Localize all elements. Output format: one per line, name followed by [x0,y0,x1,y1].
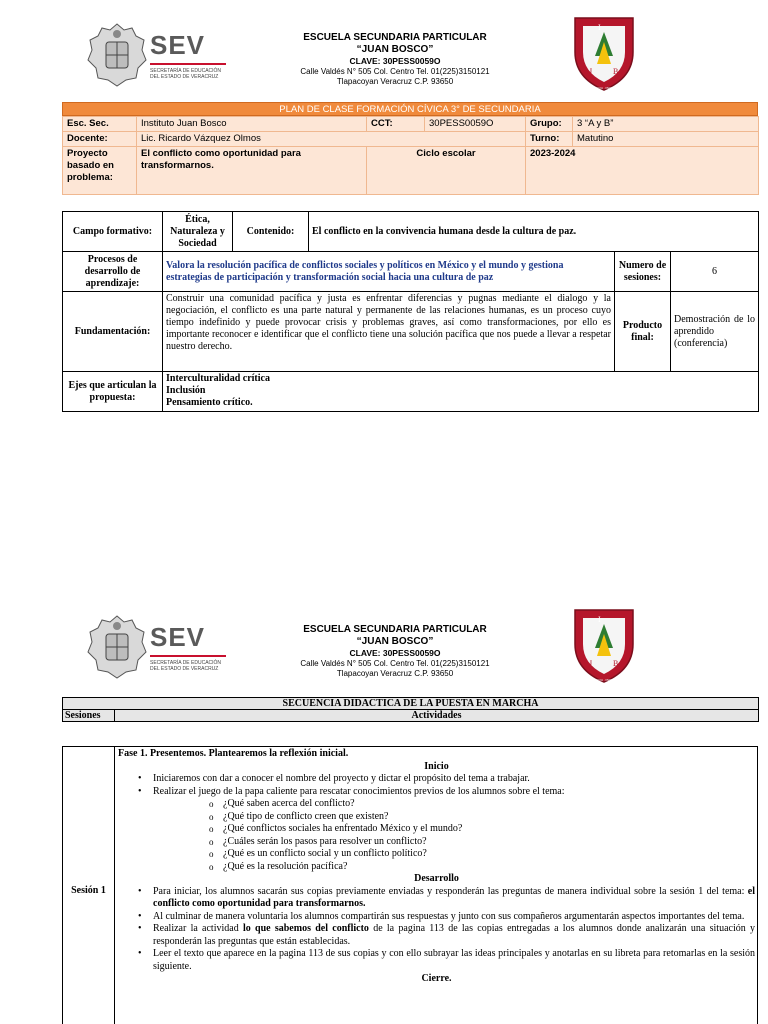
procesos-row [63,252,759,292]
desarrollo-item [118,886,755,911]
school-info [270,32,520,87]
seal-motto: PIEDAD · CIENCIA · PERSEVERANCIA [576,678,632,682]
eje-item: Interculturalidad crítica [166,373,270,384]
seal-letter-i: I [598,23,601,32]
plan-row-proyecto [63,147,759,195]
desarrollo-bold: el conflicto como oportunidad para transformarnos. [153,885,755,909]
veracruz-coat-of-arms-icon [86,614,148,680]
pregunta-item: o ¿Qué saben acerca del conflicto? [153,798,755,811]
inicio-item [118,786,755,874]
col-sesiones: Sesiones [63,710,115,722]
grupo-label: Grupo: [526,117,573,132]
contenido-value: El conflicto en la convivencia humana desde la cultura de paz. [309,212,759,252]
school-address-1: Calle Valdés N° 505 Col. Centro Tel. 01(225)3150121 [300,67,490,76]
procesos-value: Valora la resolución pacífica de conflictos sociales y políticos en México y el mundo y gestiona estrategias de participación y transformación social hacia una cultura de paz [163,252,615,292]
producto-value: Demostración de lo aprendido (conferencia) [671,292,759,372]
fase-title: Fase 1. Presentemos. Plantearemos la reflexión inicial. [118,748,349,759]
ciclo-label: Ciclo escolar [367,147,526,195]
producto-label: Producto final: [615,292,671,372]
school-name: ESCUELA SECUNDARIA PARTICULAR [303,624,487,635]
school-address-1: Calle Valdés N° 505 Col. Centro Tel. 01(225)3150121 [300,659,490,668]
inicio-item: • Iniciaremos con dar a conocer el nombre del proyecto y dictar el propósito del tema a trabajar. [118,773,755,786]
sesion-activities [118,748,755,986]
proyecto-value: El conflicto como oportunidad para transformarnos. [137,147,367,195]
school-name-quoted: “JUAN BOSCO” [356,44,434,55]
seal-motto: PIEDAD · CIENCIA · PERSEVERANCIA [576,86,632,90]
procesos-label: Procesos de desarrollo de aprendizaje: [63,252,163,292]
ejes-label: Ejes que articulan la propuesta: [63,372,163,412]
desarrollo-text: de la pagina 113 de las copias entregadas a los alumnos donde analizarán una situación y responderán las preguntas que están establecidas. [153,923,756,947]
sev-logo-text: SEV [150,622,206,652]
cierre-heading: Cierre. [421,973,452,984]
plan-table [62,116,759,195]
school-name-quoted: “JUAN BOSCO” [356,636,434,647]
seal-letter-i: I [598,615,601,624]
pregunta-item: o ¿Qué conflictos sociales ha enfrentado México y el mundo? [153,823,755,836]
eje-item: Inclusión [166,385,206,396]
cct-label: CCT: [367,117,425,132]
inicio-item-text: Realizar el juego de la papa caliente para rescatar conocimientos previos de los alumnos sobre el tema: [153,785,565,797]
secuencia-title-row [63,698,759,710]
sesiones-value: 6 [671,252,759,292]
pregunta-item: o ¿Qué es un conflicto social y un conflicto político? [153,848,755,861]
juan-bosco-shield-icon [567,12,641,92]
secuencia-title: SECUENCIA DIDACTICA DE LA PUESTA EN MARCHA [63,698,759,710]
desarrollo-item: • Leer el texto que aparece en la pagina 113 de sus copias y con ello subrayar las ideas principales y anotarlas en su libreta para retomarlas en la sesión siguiente. [118,948,755,973]
seal-letter-j: J [589,659,593,668]
desarrollo-item: • Al culminar de manera voluntaria los alumnos compartirán sus respuestas y junto con sus compañeros argumentarán aspectos importantes del tema. [118,911,755,924]
grupo-value: 3 “A y B” [573,117,759,132]
turno-label: Turno: [526,132,573,147]
letterhead-page-2 [0,604,768,694]
school-address-2: Tlapacoyan Veracruz C.P. 93650 [336,669,454,678]
letterhead-top [0,12,768,102]
desarrollo-text: Realizar la actividad [153,923,243,934]
desarrollo-item [118,923,755,948]
preguntas-list [153,798,755,873]
campo-row [63,212,759,252]
proyecto-label: Proyecto basado en problema: [63,147,137,195]
sev-logo [150,30,230,90]
seal-letter-b: B [613,67,619,76]
esc-value: Instituto Juan Bosco [137,117,367,132]
pregunta-item: o ¿Qué tipo de conflicto creen que existen? [153,811,755,824]
campo-table [62,211,759,412]
school-info [270,624,520,679]
eje-item: Pensamiento crítico. [166,397,253,408]
secuencia-header-table [62,697,759,722]
sev-subtitle-1: SECRETARÍA DE EDUCACIÓN [150,660,222,666]
inicio-heading: Inicio [424,760,449,772]
sev-subtitle-1: SECRETARÍA DE EDUCACIÓN [150,68,222,74]
sev-logo-text: SEV [150,30,206,60]
sev-subtitle-2: DEL ESTADO DE VERACRUZ [150,666,219,672]
desarrollo-heading: Desarrollo [414,873,459,884]
contenido-label: Contenido: [233,212,309,252]
seal-letter-j: J [589,67,593,76]
pregunta-item: o ¿Cuáles serán los pasos para resolver un conflicto? [153,836,755,849]
desarrollo-list [118,886,755,974]
ciclo-value: 2023-2024 [526,147,759,195]
veracruz-coat-of-arms-icon [86,22,148,88]
turno-value: Matutino [573,132,759,147]
inicio-list [118,773,755,873]
school-address-2: Tlapacoyan Veracruz C.P. 93650 [336,77,454,86]
juan-bosco-shield-icon [567,604,641,684]
docente-label: Docente: [63,132,137,147]
desarrollo-bold: lo que sabemos del conflicto [242,923,369,934]
school-clave: CLAVE: 30PESS0059O [349,56,441,66]
fundamentacion-value: Construir una comunidad pacífica y justa es enfrentar diferencias y pugnas mediante el dialogo y la negociación, el conflicto es una parte natural y permanente de las relaciones humanas, es un proceso cuyo tiempo indefinido y puede provocar crisis y problemas graves, así como transformaciones, por ello es importante reconocer e identificar que el conflicto tiene una solución pacífica que nos puede a llevar a respetar nuestro derecho. [163,292,615,372]
plan-row-esc [63,117,759,132]
school-clave: CLAVE: 30PESS0059O [349,648,441,658]
desarrollo-text: Para iniciar, los alumnos sacarán sus copias previamente enviadas y responderán las preguntas de manera individual sobre la sesión 1 del tema: [153,885,748,897]
sesion-1-block [62,746,758,1024]
ejes-list [163,372,759,412]
fundamentacion-row [63,292,759,372]
pregunta-item: o ¿Qué es la resolución pacífica? [153,861,755,874]
esc-label: Esc. Sec. [63,117,137,132]
sev-logo [150,622,230,682]
sev-subtitle-2: DEL ESTADO DE VERACRUZ [150,74,219,80]
fundamentacion-label: Fundamentación: [63,292,163,372]
sesion-label: Sesión 1 [63,747,115,1024]
plan-title: PLAN DE CLASE FORMACIÓN CÍVICA 3° DE SECUNDARIA [62,102,758,116]
campo-value: Ética, Naturaleza y Sociedad [163,212,233,252]
school-name: ESCUELA SECUNDARIA PARTICULAR [303,32,487,43]
sesiones-label: Numero de sesiones: [615,252,671,292]
col-actividades: Actividades [115,710,759,722]
cct-value: 30PESS0059O [425,117,526,132]
sev-logo-rule [150,655,226,657]
seal-letter-b: B [613,659,619,668]
plan-row-docente [63,132,759,147]
ejes-row [63,372,759,412]
docente-value: Lic. Ricardo Vázquez Olmos [137,132,526,147]
sev-logo-rule [150,63,226,65]
secuencia-columns-row [63,710,759,722]
campo-label: Campo formativo: [63,212,163,252]
